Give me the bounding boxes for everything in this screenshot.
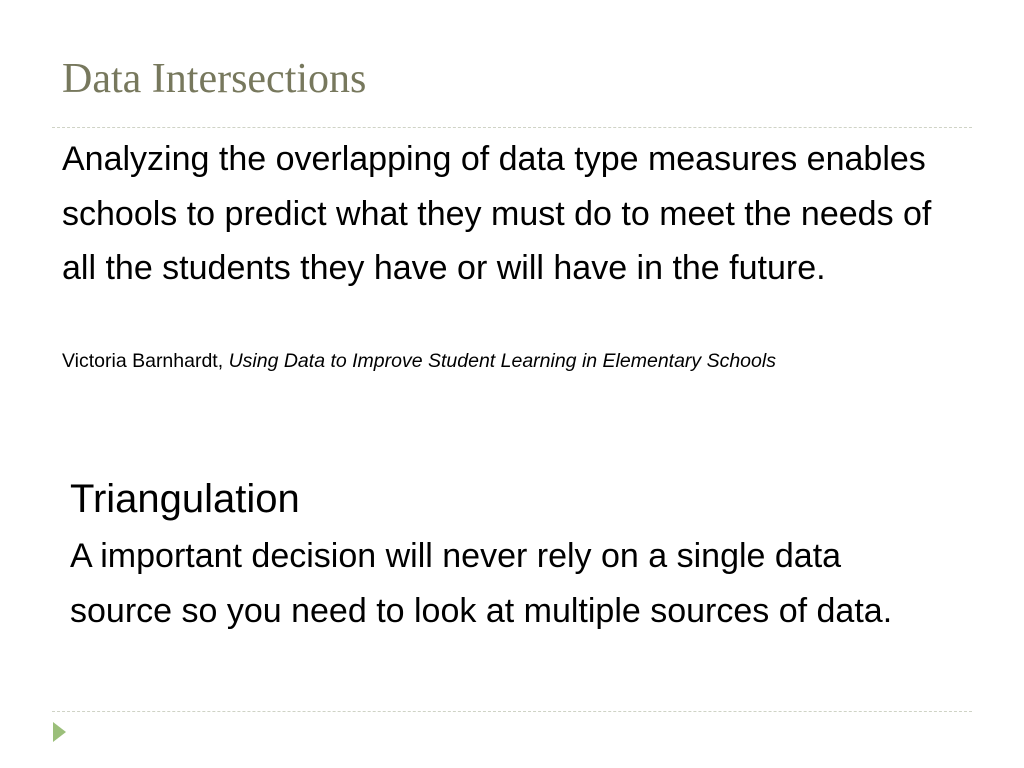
triangle-bullet-icon	[53, 722, 66, 742]
quote-citation	[62, 346, 942, 377]
citation-work: Using Data to Improve Student Learning in Elementary Schools	[228, 350, 776, 372]
slide-title: Data Intersections	[62, 56, 367, 102]
title-divider	[52, 127, 972, 128]
section-heading: Triangulation	[70, 477, 300, 521]
footer-divider	[52, 711, 972, 712]
quote-text: Analyzing the overlapping of data type measures enables schools to predict what they must do to meet the needs of all the students they have or will have in the future.	[62, 140, 932, 287]
citation-author: Victoria Barnhardt,	[62, 350, 224, 372]
section-body: A important decision will never rely on a single data source so you need to look at multiple sources of data.	[70, 537, 893, 630]
